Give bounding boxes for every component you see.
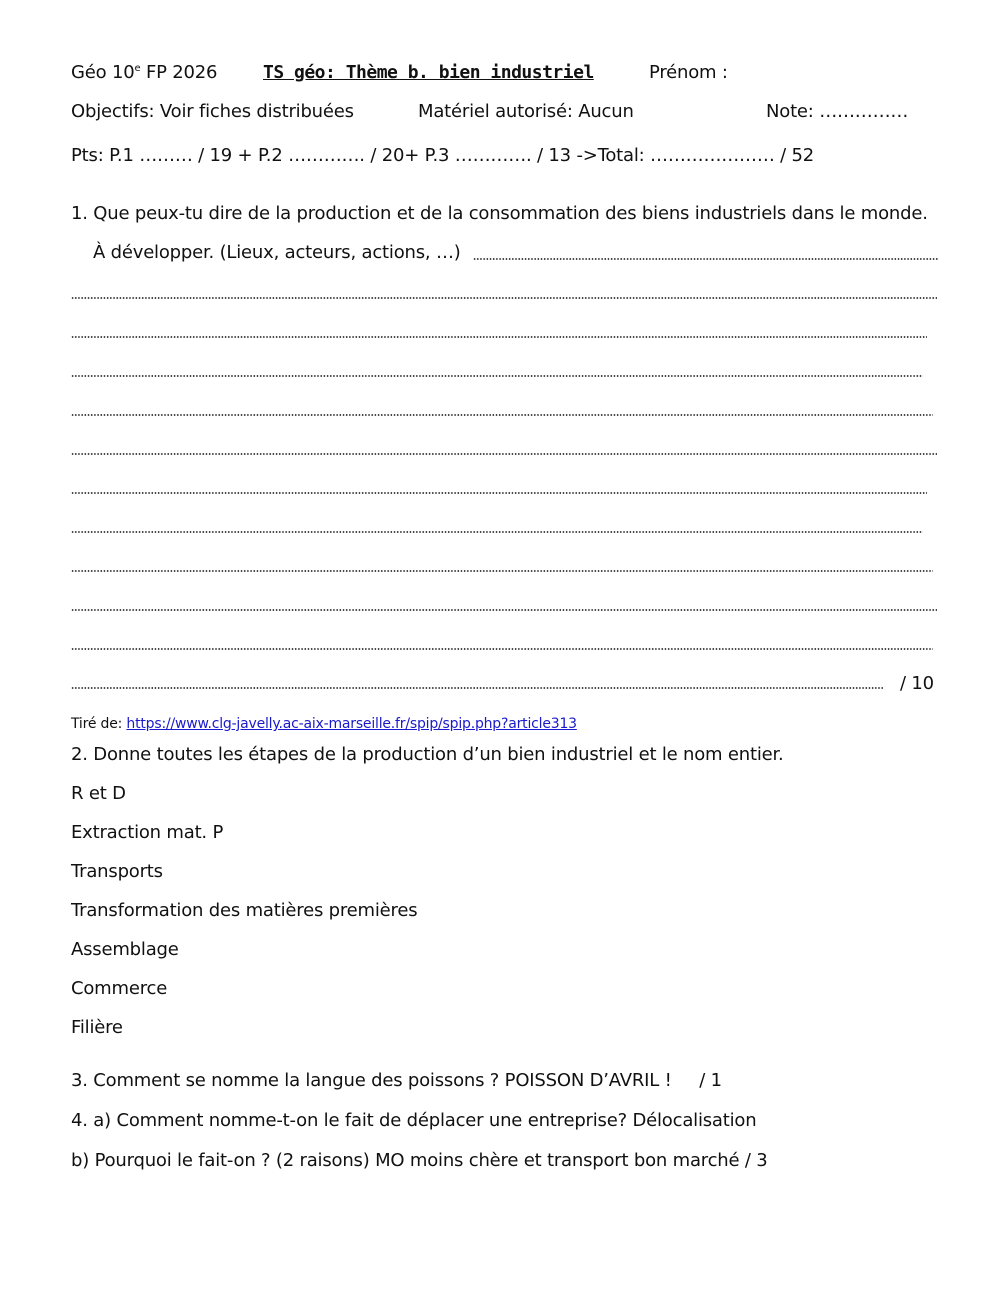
note-field: Note: …………… — [766, 101, 909, 122]
course-sup: e — [134, 63, 141, 74]
answer-line[interactable] — [71, 297, 937, 299]
answer-line[interactable] — [71, 453, 937, 455]
course-suffix: FP 2026 — [140, 62, 218, 83]
answer-line[interactable] — [71, 531, 923, 533]
q2-step: Extraction mat. P — [71, 822, 224, 843]
prenom-label: Prénom : — [649, 62, 728, 83]
q3-line — [71, 1070, 722, 1092]
q4b-line: b) Pourquoi le fait-on ? (2 raisons) MO moins chère et transport bon marché / 3 — [71, 1150, 768, 1171]
points-line: Pts: P.1 ……… / 19 + P.2 …………. / 20+ P.3 …………. / 13 ->Total: ………………… / 52 — [71, 145, 815, 166]
q2-step: Assemblage — [71, 939, 179, 960]
answer-line[interactable] — [71, 609, 937, 611]
source-line — [71, 713, 577, 735]
q1-line1: 1. Que peux-tu dire de la production et de la consommation des biens industriels dans le monde. — [71, 203, 928, 224]
answer-line[interactable] — [71, 414, 933, 416]
q2-step: R et D — [71, 783, 126, 804]
q2-step: Transformation des matières premières — [71, 900, 418, 921]
materiel-text: Matériel autorisé: Aucun — [418, 101, 634, 122]
answer-line[interactable] — [71, 492, 927, 494]
answer-line[interactable] — [473, 258, 939, 260]
q2-step: Transports — [71, 861, 163, 882]
q2-step: Filière — [71, 1017, 123, 1038]
q1-line2: À développer. (Lieux, acteurs, actions, …) — [93, 242, 461, 263]
source-link[interactable]: https://www.clg-javelly.ac-aix-marseille.fr/spip/spip.php?article313 — [126, 716, 577, 732]
answer-line[interactable] — [71, 687, 883, 689]
answer-line[interactable] — [71, 570, 933, 572]
worksheet-title: TS géo: Thème b. bien industriel — [263, 62, 594, 83]
answer-line[interactable] — [71, 648, 933, 650]
course-label — [71, 62, 217, 84]
q3-text: 3. Comment se nomme la langue des poissons ? POISSON D’AVRIL ! — [71, 1070, 672, 1091]
answer-line[interactable] — [71, 336, 927, 338]
q4a-line: 4. a) Comment nomme-t-on le fait de déplacer une entreprise? Délocalisation — [71, 1110, 757, 1131]
course-prefix: Géo 10 — [71, 62, 135, 83]
answer-line[interactable] — [71, 375, 923, 377]
q2-question: 2. Donne toutes les étapes de la production d’un bien industriel et le nom entier. — [71, 744, 784, 765]
objectifs-text: Objectifs: Voir fiches distribuées — [71, 101, 354, 122]
q1-score: / 10 — [900, 673, 934, 694]
source-label: Tiré de: — [71, 716, 123, 732]
q2-step: Commerce — [71, 978, 168, 999]
q3-score: / 1 — [699, 1070, 722, 1091]
